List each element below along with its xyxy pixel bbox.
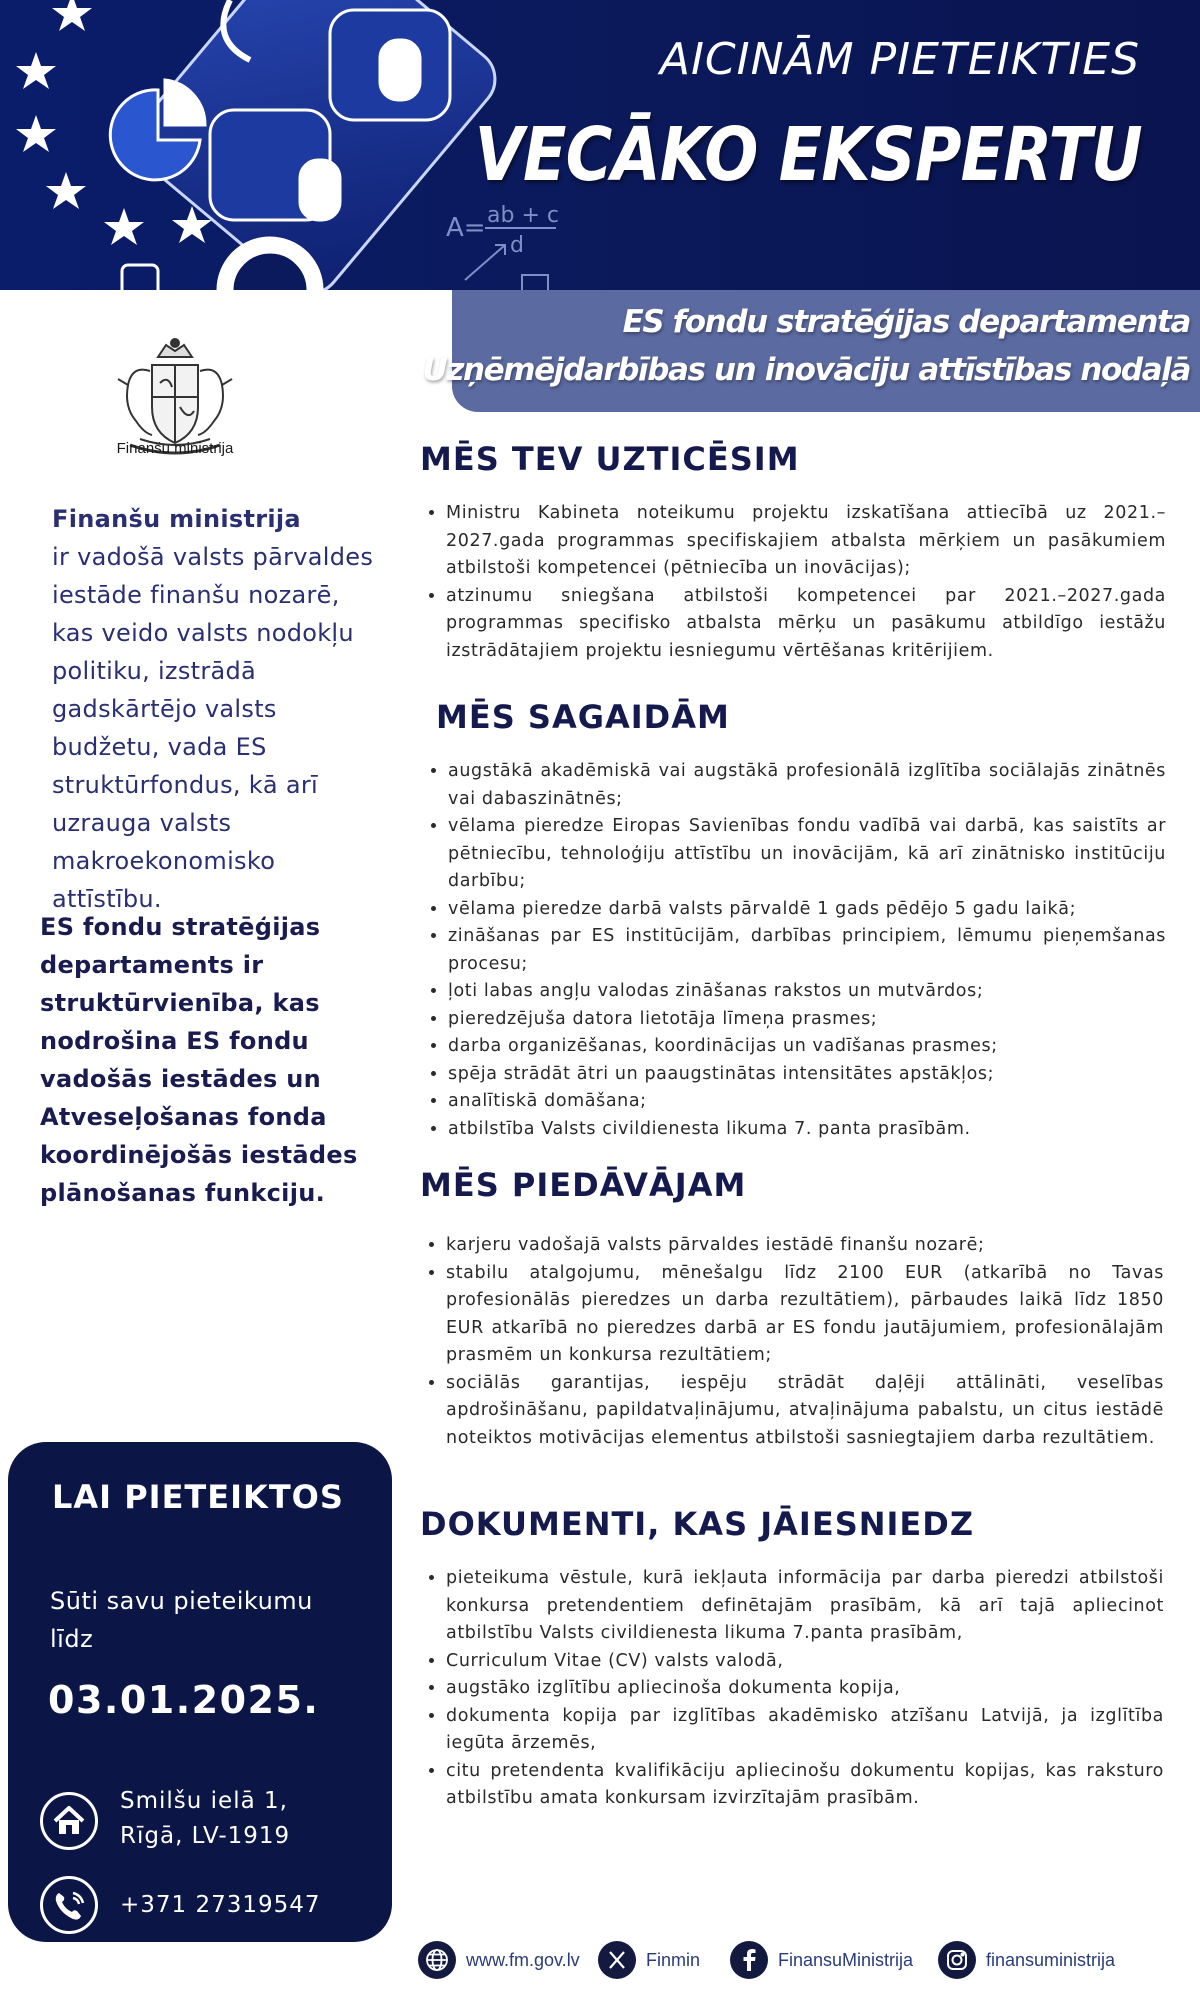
svg-text:d: d: [510, 233, 524, 258]
apply-panel: [8, 1442, 392, 1942]
footer-facebook[interactable]: [730, 1940, 913, 1980]
finance-illustration-icon: [110, 0, 507, 290]
department-description: ES fondu stratēģijas departaments ir struktūrvienība, kas nodrošina ES fondu vadošās iestādes un Atveseļošanas fonda koordinējošās iestādes plānošanas funkciju.: [40, 913, 358, 1207]
list-item: • augstākā akadēmiskā vai augstākā profesionālā izglītība sociālajās zinātnēs vai dabaszinātnēs;: [448, 758, 1166, 813]
apply-subtitle: Sūti savu pieteikumu līdz: [50, 1587, 313, 1653]
svg-text:A=: A=: [446, 213, 486, 243]
list-item: • Ministru Kabineta noteikumu projektu izskatīšana attiecībā uz 2021.–2027.gada programmas specifiskajiem atbalsta mērķiem un pasākumiem atbilstoši kompetencei (pētniecība un inovācijas);: [446, 500, 1166, 583]
section-title-documents: DOKUMENTI, KAS JĀIESNIEDZ: [420, 1505, 975, 1543]
list-item: • atzinumu sniegšana atbilstoši kompetencei par 2021.–2027.gada programmas specifisko atbalsta mērķu un pasākumu atbildīgo iestāžu izstrādātajiem projektu iesniegumu vērtēšanas kritērijiem.: [446, 583, 1166, 666]
ministry-intro-text: ir vadošā valsts pārvaldes iestāde finanšu nozarē, kas veido valsts nodokļu politiku, izstrādā gadskārtējo valsts budžetu, vada ES struktūrfondus, kā arī uzrauga valsts makroekonomisko attīstību.: [52, 543, 374, 913]
hero-banner: [0, 0, 1200, 290]
x-handle[interactable]: Finmin: [646, 1949, 701, 1970]
apply-deadline: 03.01.2025.: [48, 1678, 320, 1722]
list-item: • stabilu atalgojumu, mēnešalgu līdz 2100 EUR (atkarībā no Tavas profesionālās pieredzes un darba rezultātiem), pārbaudes laikā līdz 1850 EUR atkarībā no pieredzes darbā ar ES fondu jautājumiem, profesionālajām prasmēm un konkursa rezultātiem;: [446, 1260, 1164, 1370]
hero-title-line1: AICINĀM PIETEIKTIES: [659, 34, 1140, 85]
address-line1: Smilšu ielā 1,: [120, 1788, 288, 1814]
x-logo-icon: [598, 1941, 636, 1979]
facebook-handle[interactable]: FinansuMinistrija: [778, 1949, 914, 1970]
responsibilities-list: [420, 500, 1166, 665]
apply-address: [120, 1784, 290, 1854]
list-item: • vēlama pieredze darbā valsts pārvaldē 1 gads pēdējo 5 gadu laikā;: [448, 896, 1166, 924]
department-line1: ES fondu stratēģijas departamenta: [622, 304, 1190, 340]
list-item: • Curriculum Vitae (CV) valsts valodā,: [446, 1648, 1164, 1676]
instagram-icon: [938, 1941, 976, 1979]
list-item: • spēja strādāt ātri un paaugstinātas intensitātes apstākļos;: [448, 1061, 1166, 1089]
social-footer: [418, 1940, 1178, 1980]
footer-website[interactable]: [418, 1940, 580, 1980]
svg-text:ab + c: ab + c: [487, 203, 559, 228]
logo-caption: Finanšu ministrija: [116, 440, 234, 457]
ministry-name: Finanšu ministrija: [52, 505, 301, 533]
globe-icon: [418, 1941, 456, 1979]
footer-x[interactable]: [598, 1940, 700, 1980]
list-item: • dokumenta kopija par izglītības akadēmisko atzīšanu Latvijā, ja izglītība iegūta ārzemēs,: [446, 1703, 1164, 1758]
list-item: • pieteikuma vēstule, kurā iekļauta informācija par darba pieredzi atbilstoši konkursa pretendentiem definētajām prasībām, kā arī tajā apliecinot atbilstību Valsts civildienesta likuma 7.panta prasībām,: [446, 1565, 1164, 1648]
list-item: • atbilstība Valsts civildienesta likuma 7. panta prasībām.: [448, 1116, 1166, 1144]
instagram-handle[interactable]: finansuministrija: [986, 1949, 1116, 1970]
offer-list: [420, 1232, 1164, 1452]
address-line2: Rīgā, LV-1919: [120, 1823, 291, 1849]
list-item: • karjeru vadošajā valsts pārvaldes iestādē finanšu nozarē;: [446, 1232, 1164, 1260]
website-link[interactable]: www.fm.gov.lv: [466, 1949, 580, 1970]
department-line2: Uzņēmējdarbības un inovāciju attīstības nodaļā: [422, 352, 1190, 388]
apply-title: LAI PIETEIKTOS: [52, 1478, 344, 1516]
documents-list: [420, 1565, 1164, 1813]
requirements-list: [422, 758, 1166, 1143]
facebook-icon: [730, 1941, 768, 1979]
list-item: • augstāko izglītību apliecinoša dokumenta kopija,: [446, 1675, 1164, 1703]
list-item: • analītiskā domāšana;: [448, 1088, 1166, 1116]
list-item: • darba organizēšanas, koordinācijas un vadīšanas prasmes;: [448, 1033, 1166, 1061]
section-title-requirements: MĒS SAGAIDĀM: [436, 698, 730, 736]
section-title-responsibilities: MĒS TEV UZTICĒSIM: [420, 440, 800, 478]
section-title-offer: MĒS PIEDĀVĀJAM: [420, 1166, 747, 1204]
list-item: • pieredzējuša datora lietotāja līmeņa prasmes;: [448, 1006, 1166, 1034]
list-item: • citu pretendenta kvalifikāciju apliecinošu dokumentu kopijas, kas raksturo atbilstību amata konkursam izvirzītajām prasībām.: [446, 1758, 1164, 1813]
ministry-intro: [52, 500, 382, 918]
home-icon: [40, 1792, 98, 1850]
department-band: [422, 290, 1200, 412]
list-item: • ļoti labas angļu valodas zināšanas rakstos un mutvārdos;: [448, 978, 1166, 1006]
list-item: • zināšanas par ES institūcijām, darbības principiem, lēmumu pieņemšanas procesu;: [448, 923, 1166, 978]
apply-phone: +371 27319547: [120, 1892, 321, 1918]
hero-title-line2: VECĀKO EKSPERTU: [474, 112, 1142, 198]
phone-icon: [40, 1876, 98, 1934]
formula-icon: [446, 203, 559, 290]
list-item: • vēlama pieredze Eiropas Savienības fondu vadībā vai darbā, kas saistīts ar pētniecību, tehnoloģiju attīstību un inovācijām, kā arī zinātnisko institūciju darbību;: [448, 813, 1166, 896]
footer-instagram[interactable]: [938, 1940, 1115, 1980]
list-item: • sociālās garantijas, iespēju strādāt daļēji attālināti, veselības apdrošināšanu, papildatvaļinājumu, atvaļinājuma pabalstu, un citus iestādē noteiktos motivācijas elementus atbilstoši sasniegtajiem darba rezultātiem.: [446, 1370, 1164, 1453]
